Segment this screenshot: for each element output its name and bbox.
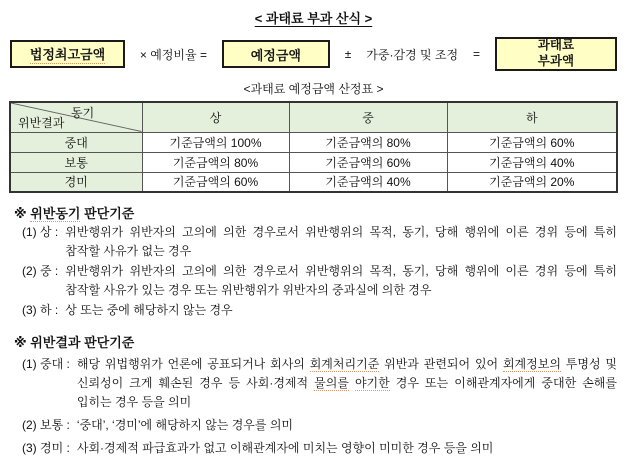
list-item — [22, 439, 617, 458]
item-text: 위반행위가 위반자의 고의에 의한 경우로서 위반행위의 목적, 동기, 당해 행위에 이른 경위 등에 특히 참작할 사유가 있는 경우 또는 위반행위가 위반자의 중과실에 의한 경우 — [65, 264, 617, 297]
item-text: 사회·경제적 파급효과가 없고 이해관계자에 미치는 영향이 미미한 경우 등을 의미 — [76, 441, 494, 455]
adjustment-label: 가중·감경 및 조정 — [366, 47, 459, 62]
item-label: (2) 보통 : — [22, 418, 70, 432]
item-label: (3) 하 : — [22, 303, 59, 317]
table-cell: 기준금액의 60% — [447, 132, 617, 152]
table-cell: 기준금액의 20% — [447, 172, 617, 192]
list-item — [22, 301, 617, 320]
final-penalty-line1: 과태료 — [537, 38, 575, 53]
column-header-mid: 중 — [289, 102, 447, 132]
item-text: 해당 위법행위가 언론에 공표되거나 회사의 회계처리기준 위반과 관련되어 있어 회계정보의 투명성 및 신뢰성이 크게 훼손된 경우 등 사회·경제적 물의를 야기한 경우 또는 이해관계자에게 중대한 손해를 입히는 경우 등을 의미 — [76, 357, 617, 409]
item-label: (1) 상 : — [22, 225, 59, 239]
table-row — [10, 172, 617, 192]
item-text: 위반행위가 위반자의 고의에 의한 경우로서 위반행위의 목적, 동기, 당해 행위에 이른 경위 등에 특히 참작할 사유가 없는 경우 — [65, 225, 617, 258]
motive-criteria-section — [14, 203, 617, 320]
table-row — [10, 132, 617, 152]
row-header: 경미 — [10, 172, 142, 192]
item-label: (2) 중 : — [22, 264, 59, 278]
table-cell: 기준금액의 40% — [447, 152, 617, 172]
page-title: < 과태료 부과 산식 > — [254, 11, 373, 26]
table-header-row — [10, 102, 617, 132]
table-cell: 기준금액의 80% — [142, 152, 289, 172]
corner-label-result: 위반결과 — [18, 115, 65, 130]
planned-amount-table — [9, 101, 618, 193]
table-caption: <과태료 예정금액 산정표 > — [243, 82, 384, 96]
list-item — [22, 416, 617, 435]
item-label: (1) 중대 : — [22, 357, 70, 371]
final-penalty-box — [495, 37, 617, 71]
item-text: 상 또는 중에 해당하지 않는 경우 — [65, 303, 233, 317]
planned-amount-box: 예정금액 — [222, 40, 330, 68]
corner-label-motive: 동기 — [71, 106, 95, 120]
list-item — [22, 223, 617, 261]
column-header-low: 하 — [447, 102, 617, 132]
list-item — [22, 355, 617, 412]
table-cell: 기준금액의 60% — [142, 172, 289, 192]
result-criteria-section — [14, 332, 617, 458]
item-text: ‘중대’, ‘경미’에 해당하지 않는 경우를 의미 — [76, 418, 294, 432]
final-penalty-line2: 부과액 — [537, 54, 575, 68]
statutory-max-amount-box: 법정최고금액 — [10, 40, 125, 68]
corner-cell — [10, 102, 142, 132]
table-cell: 기준금액의 80% — [289, 132, 447, 152]
equals-operator: = — [473, 47, 481, 61]
plus-minus-operator: ± — [344, 47, 352, 61]
penalty-formula — [0, 37, 627, 71]
row-header: 보통 — [10, 152, 142, 172]
item-label: (3) 경미 : — [22, 441, 70, 455]
list-item — [22, 262, 617, 300]
column-header-high: 상 — [142, 102, 289, 132]
table-cell: 기준금액의 100% — [142, 132, 289, 152]
motive-section-heading: ※ 위반동기 판단기준 — [14, 206, 135, 221]
result-section-heading: ※ 위반결과 판단기준 — [14, 335, 135, 350]
multiply-operator: × 예정비율 = — [139, 47, 207, 62]
table-cell: 기준금액의 40% — [289, 172, 447, 192]
table-row — [10, 152, 617, 172]
row-header: 중대 — [10, 132, 142, 152]
table-cell: 기준금액의 60% — [289, 152, 447, 172]
